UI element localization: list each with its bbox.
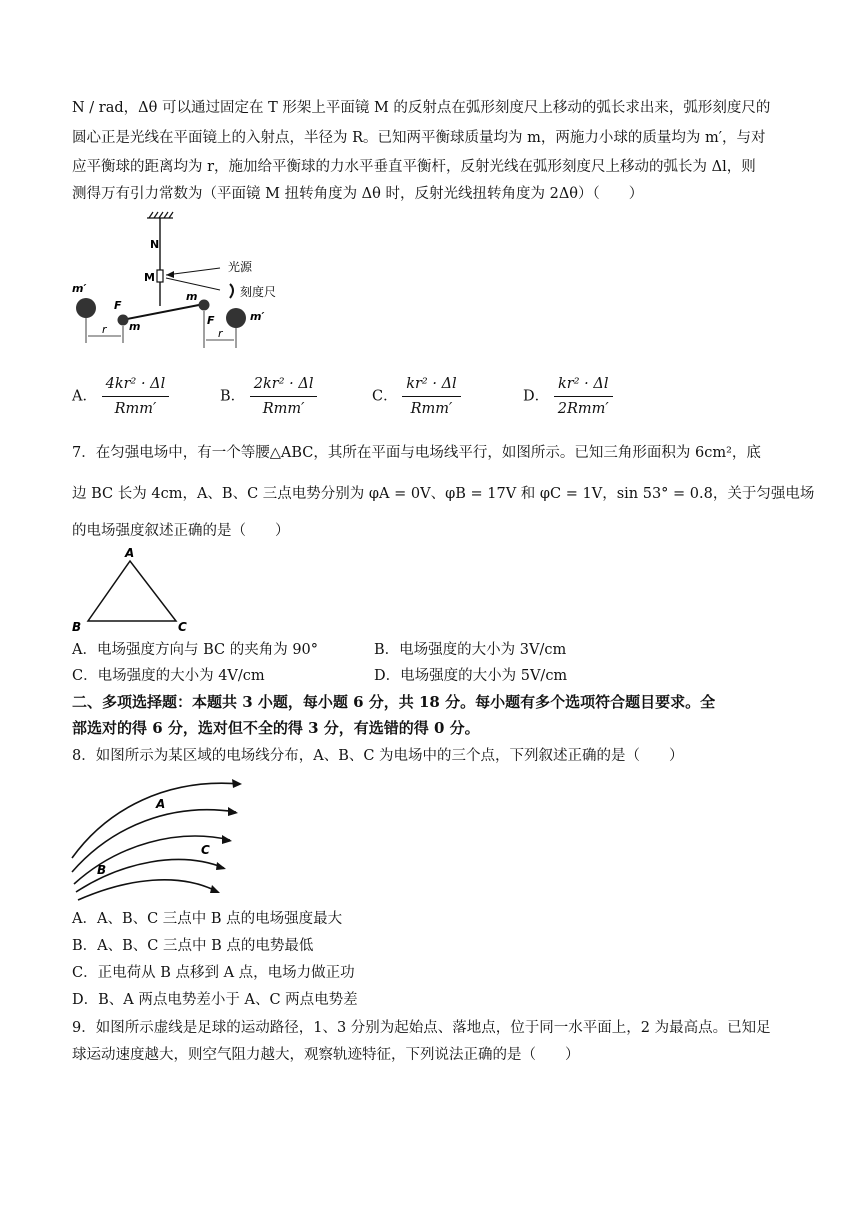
fiber-label-n: N xyxy=(150,238,160,251)
small-ball-right xyxy=(199,300,210,311)
point-c-label: C xyxy=(201,843,210,857)
q6-line-3: 应平衡球的距离均为 r，施加给平衡球的力水平垂直平衡杆，反射光线在弧形刻度尺上移动的弧长为 Δl，则 xyxy=(72,159,756,175)
light-source-label: 光源 xyxy=(228,260,253,274)
q8-option-c[interactable]: C．正电荷从 B 点移到 A 点，电场力做正功 xyxy=(72,965,355,981)
q6-option-c[interactable] xyxy=(372,374,461,419)
small-ball-left xyxy=(118,315,129,326)
q6-line-4: 测得万有引力常数为（平面镜 M 扭转角度为 Δθ 时，反射光线扭转角度为 2Δθ）（ ） xyxy=(72,186,644,202)
reflected-ray xyxy=(166,278,220,290)
q6-option-d-label: D． xyxy=(523,388,550,405)
q6-line-2: 圆心正是光线在平面镜上的入射点，半径为 R。已知两平衡球质量均为 m，两施力小球的质量均为 m′，与对 xyxy=(72,130,766,146)
q7-line-1: 7．在匀强电场中，有一个等腰△ABC，其所在平面与电场线平行，如图所示。已知三角形面积为 6cm²，底 xyxy=(72,445,761,461)
q6-option-d-denominator: 2Rmm′ xyxy=(557,401,609,417)
q6-option-b-numerator: 2kr² · Δl xyxy=(250,374,318,397)
field-arrow-2 xyxy=(228,807,238,816)
field-arrow-1 xyxy=(232,779,242,788)
mirror xyxy=(157,270,163,282)
light-ray xyxy=(166,268,220,275)
q9-line-2: 球运动速度越大，则空气阻力越大，观察轨迹特征，下列说法正确的是（ ） xyxy=(72,1047,580,1063)
q6-option-b-label: B． xyxy=(220,388,246,405)
q6-option-c-fraction xyxy=(402,374,460,419)
torsion-balance-figure xyxy=(70,208,290,358)
label-r-right: r xyxy=(218,327,223,340)
field-line-5 xyxy=(78,880,218,900)
q6-option-a-denominator: Rmm′ xyxy=(114,401,157,417)
section2-heading-line-1: 二、多项选择题：本题共 3 小题，每小题 6 分，共 18 分。每小题有多个选项符合题目要求。全 xyxy=(72,693,716,711)
balance-rod xyxy=(122,304,204,320)
q6-line-1: N / rad，Δθ 可以通过固定在 T 形架上平面镜 M 的反射点在弧形刻度尺上移动的弧长求出来，弧形刻度尺的 xyxy=(72,100,771,116)
vertex-b-label: B xyxy=(72,620,82,634)
q6-option-c-numerator: kr² · Δl xyxy=(402,374,460,397)
label-m-left: m xyxy=(129,320,141,333)
vertex-c-label: C xyxy=(178,620,187,634)
label-f-left: F xyxy=(114,299,122,312)
field-lines-figure xyxy=(68,768,248,903)
field-arrow-3 xyxy=(222,835,232,844)
section2-heading-line-2: 部选对的得 6 分，选对但不全的得 3 分，有选错的得 0 分。 xyxy=(72,719,480,737)
q6-option-a-label: A． xyxy=(72,388,97,405)
ceiling-hatch xyxy=(147,212,173,218)
q7-option-c[interactable]: C．电场强度的大小为 4V/cm xyxy=(72,668,265,684)
q6-option-d[interactable] xyxy=(523,374,613,419)
q9-line-1: 9．如图所示虚线是足球的运动路径，1、3 分别为起始点、落地点，位于同一水平面上，2 为最高点。已知足 xyxy=(72,1020,771,1036)
q8-option-b[interactable]: B．A、B、C 三点中 B 点的电势最低 xyxy=(72,938,314,954)
q6-option-b-fraction xyxy=(250,374,318,419)
point-a-label: A xyxy=(156,797,166,811)
q7-option-a[interactable]: A．电场强度方向与 BC 的夹角为 90° xyxy=(72,642,319,658)
q8-stem: 8．如图所示为某区域的电场线分布，A、B、C 为电场中的三个点，下列叙述正确的是（ ） xyxy=(72,748,684,764)
mirror-label-m: M xyxy=(144,271,155,284)
label-f-right: F xyxy=(207,314,215,327)
triangle-abc xyxy=(88,561,176,621)
q8-option-a[interactable]: A．A、B、C 三点中 B 点的电场强度最大 xyxy=(72,911,343,927)
field-arrow-4 xyxy=(216,862,226,870)
label-r-left: r xyxy=(102,323,107,336)
q8-option-d[interactable]: D．B、A 两点电势差小于 A、C 两点电势差 xyxy=(72,992,358,1008)
field-arrow-5 xyxy=(210,885,220,893)
field-line-1 xyxy=(72,783,240,858)
q6-option-d-numerator: kr² · Δl xyxy=(554,374,613,397)
big-ball-right xyxy=(226,308,246,328)
big-ball-left xyxy=(76,298,96,318)
q6-option-b[interactable] xyxy=(220,374,317,419)
q6-option-c-denominator: Rmm′ xyxy=(410,401,453,417)
q7-option-d[interactable]: D．电场强度的大小为 5V/cm xyxy=(374,668,568,684)
triangle-abc-figure xyxy=(70,545,200,635)
vertex-a-label: A xyxy=(125,546,135,560)
q6-option-a-numerator: 4kr² · Δl xyxy=(102,374,170,397)
label-m-right: m xyxy=(186,290,198,303)
q7-line-2: 边 BC 长为 4cm，A、B、C 三点电势分别为 φA = 0V、φB = 17V 和 φC = 1V，sin 53° = 0.8，关于匀强电场 xyxy=(72,486,815,502)
q6-option-d-fraction xyxy=(554,374,613,419)
ray-arrow xyxy=(166,271,174,278)
arc-scale xyxy=(230,284,233,298)
q6-option-c-label: C． xyxy=(372,388,398,405)
q7-option-b[interactable]: B．电场强度的大小为 3V/cm xyxy=(374,642,567,658)
scale-label: 刻度尺 xyxy=(240,285,277,299)
label-m-prime-right: m′ xyxy=(250,310,265,323)
q6-option-b-denominator: Rmm′ xyxy=(262,401,305,417)
label-m-prime-left: m′ xyxy=(72,282,87,295)
q6-option-a[interactable] xyxy=(72,374,169,419)
q6-option-a-fraction xyxy=(102,374,170,419)
point-b-label: B xyxy=(97,863,107,877)
q7-line-3: 的电场强度叙述正确的是（ ） xyxy=(72,523,290,539)
